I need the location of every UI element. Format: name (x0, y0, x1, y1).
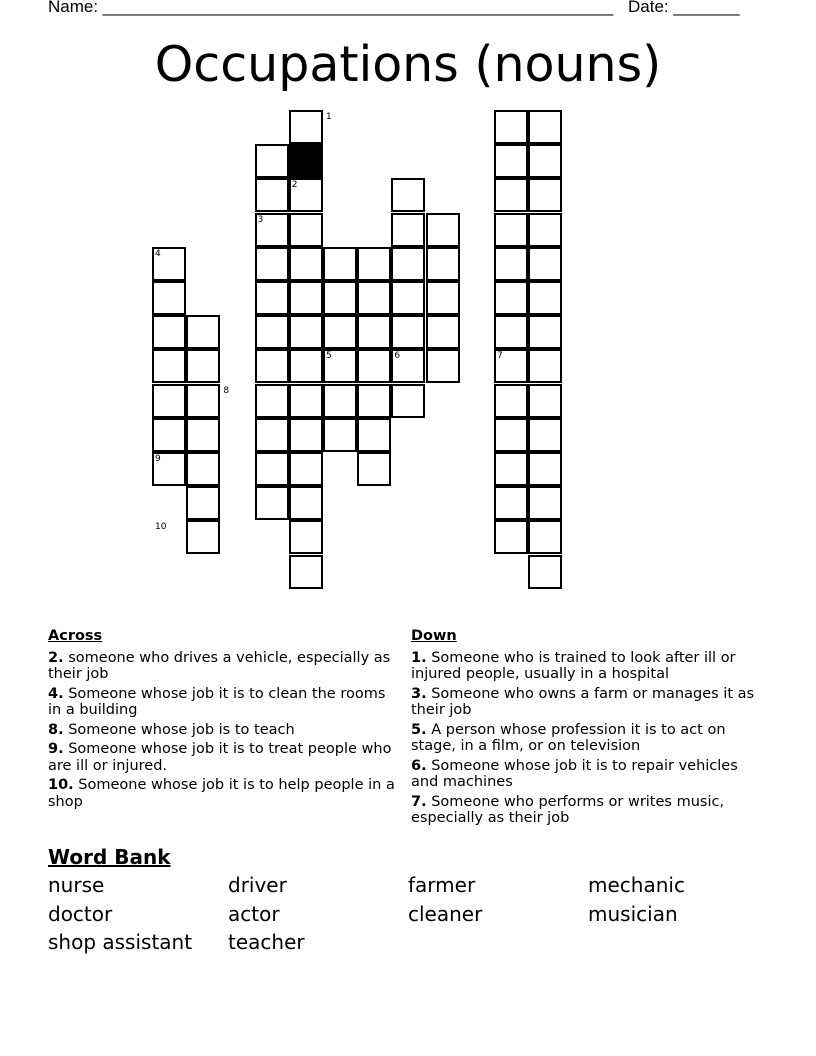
clue-text: Someone who performs or writes music, especially as their job (411, 793, 725, 826)
crossword-cell[interactable] (186, 418, 220, 452)
crossword-cell[interactable] (255, 349, 289, 383)
clue-number-label: 2. (48, 649, 64, 666)
crossword-cell[interactable] (494, 213, 528, 247)
word-bank-word: nurse (48, 873, 105, 897)
crossword-cell[interactable] (391, 247, 425, 281)
clue-text: A person whose profession it is to act on stage, in a film, or on television (411, 721, 726, 754)
clue-number-label: 8. (48, 721, 64, 738)
clue-number: 4 (155, 248, 161, 259)
crossword-cell[interactable] (391, 384, 425, 418)
clue-number-label: 5. (411, 721, 427, 738)
word-bank-word: teacher (228, 930, 305, 954)
crossword-cell[interactable] (528, 520, 562, 554)
crossword-cell[interactable] (152, 281, 186, 315)
crossword-cell[interactable] (289, 452, 323, 486)
clue-number-label: 6. (411, 757, 427, 774)
word-bank-word: shop assistant (48, 930, 193, 954)
crossword-cell[interactable] (186, 486, 220, 520)
clue-number: 2 (291, 180, 298, 191)
crossword-cell[interactable] (528, 452, 562, 486)
clue-number: 5 (326, 351, 332, 362)
crossword-cell[interactable] (289, 384, 323, 418)
down-clue (411, 758, 763, 791)
across-clue (48, 650, 400, 683)
crossword-cell[interactable] (255, 452, 289, 486)
clue-text: Someone who owns a farm or manages it as their job (411, 685, 755, 718)
clue-number-label: 4. (48, 685, 64, 702)
crossword-cell[interactable] (255, 281, 289, 315)
down-clue (411, 686, 763, 719)
crossword-cell[interactable] (152, 315, 186, 349)
word-bank (48, 873, 788, 959)
crossword-cell[interactable] (391, 315, 425, 349)
word-bank-word: cleaner (408, 901, 483, 926)
crossword-cell[interactable] (426, 349, 460, 383)
crossword-cell[interactable] (494, 486, 528, 520)
across-clues (48, 628, 400, 813)
crossword-cell[interactable] (494, 315, 528, 349)
word-bank-word: mechanic (588, 873, 685, 897)
clue-number: 10 (155, 522, 167, 533)
crossword-cell[interactable] (289, 247, 323, 281)
word-bank-word: farmer (408, 873, 476, 897)
name-field: Name: ______________________________________________________ (48, 0, 614, 16)
crossword-cell[interactable] (186, 520, 220, 554)
crossword-cell[interactable] (289, 486, 323, 520)
clue-text: Someone whose job it is to repair vehicles and machines (411, 757, 738, 790)
crossword-cell[interactable] (494, 452, 528, 486)
clue-text: Someone who is trained to look after ill or injured people, usually in a hospital (411, 649, 736, 682)
crossword-cell[interactable] (426, 281, 460, 315)
crossword-cell[interactable] (186, 452, 220, 486)
crossword-cell[interactable] (391, 178, 425, 212)
crossword-cell[interactable] (357, 281, 391, 315)
crossword-cell[interactable] (255, 418, 289, 452)
clue-number: 8 (223, 385, 230, 396)
crossword-cell[interactable] (289, 315, 323, 349)
crossword-cell[interactable] (323, 247, 357, 281)
clue-number-label: 1. (411, 649, 427, 666)
crossword-cell[interactable] (426, 247, 460, 281)
crossword-cell[interactable] (289, 418, 323, 452)
clue-number-label: 3. (411, 685, 427, 702)
across-clue (48, 741, 400, 774)
across-heading: Across (48, 628, 103, 644)
crossword-cell[interactable] (289, 349, 323, 383)
clue-text: Someone whose job is to teach (68, 721, 295, 738)
crossword-cell[interactable] (494, 110, 528, 144)
down-heading: Down (411, 628, 457, 644)
clue-text: Someone whose job it is to treat people who are ill or injured. (48, 741, 392, 774)
crossword-cell[interactable] (255, 384, 289, 418)
crossword-cell[interactable] (528, 486, 562, 520)
crossword-cell[interactable] (289, 281, 323, 315)
across-clue (48, 686, 400, 719)
crossword-cell[interactable] (357, 349, 391, 383)
crossword-cell[interactable] (255, 315, 289, 349)
crossword-cell[interactable] (528, 349, 562, 383)
crossword-cell[interactable] (323, 281, 357, 315)
crossword-cell[interactable] (289, 555, 323, 589)
clue-number: 9 (155, 454, 161, 464)
crossword-cell[interactable] (426, 315, 460, 349)
word-bank-title: Word Bank (48, 845, 171, 869)
clue-text: Someone whose job it is to help people in a shop (48, 777, 395, 810)
word-bank-word: doctor (48, 901, 113, 926)
crossword-cell[interactable] (323, 315, 357, 349)
crossword-cell[interactable] (152, 418, 186, 452)
word-bank-word: driver (228, 873, 287, 897)
crossword-cell[interactable] (528, 384, 562, 418)
crossword-cell[interactable] (494, 384, 528, 418)
crossword-cell[interactable] (289, 520, 323, 554)
crossword-cell[interactable] (186, 315, 220, 349)
crossword-cell[interactable] (186, 384, 220, 418)
word-bank-word: musician (588, 901, 678, 926)
clue-number: 7 (497, 351, 503, 362)
crossword-cell[interactable] (528, 281, 562, 315)
crossword-cell[interactable] (357, 418, 391, 452)
crossword-cell[interactable] (528, 247, 562, 281)
crossword-cell[interactable] (323, 418, 357, 452)
crossword-cell[interactable] (152, 384, 186, 418)
crossword-cell[interactable] (528, 110, 562, 144)
crossword-cell[interactable] (494, 520, 528, 554)
crossword-cell[interactable] (494, 144, 528, 178)
crossword-cell[interactable] (494, 418, 528, 452)
crossword-cell[interactable] (323, 384, 357, 418)
across-clue-list (48, 650, 400, 811)
crossword-cell[interactable] (152, 349, 186, 383)
clue-number-label: 7. (411, 793, 427, 810)
crossword-cell[interactable] (528, 315, 562, 349)
crossword-cell[interactable] (289, 213, 323, 247)
down-clue-list (411, 650, 763, 827)
crossword-cell[interactable] (391, 281, 425, 315)
down-clues (411, 628, 763, 830)
date-field: Date: _______ (628, 0, 740, 16)
word-bank-word: actor (228, 901, 280, 926)
page-title: Occupations (nouns) (154, 36, 662, 93)
crossword-cell[interactable] (494, 281, 528, 315)
crossword-cell[interactable] (357, 247, 391, 281)
crossword-cell[interactable] (255, 178, 289, 212)
down-clue (411, 794, 763, 827)
crossword-cell[interactable] (186, 349, 220, 383)
crossword-cell[interactable] (494, 178, 528, 212)
crossword-cell[interactable] (391, 213, 425, 247)
across-clue (48, 722, 400, 739)
crossword-cell[interactable] (528, 555, 562, 589)
crossword-cell[interactable] (255, 144, 289, 178)
crossword-cell[interactable] (255, 486, 289, 520)
clue-number: 3 (257, 214, 264, 225)
crossword-cell[interactable] (528, 144, 562, 178)
clue-number-label: 9. (48, 741, 64, 757)
down-clue (411, 722, 763, 755)
crossword-cell[interactable] (255, 247, 289, 281)
crossword-cell[interactable] (426, 213, 460, 247)
crossword-cell[interactable] (357, 452, 391, 486)
crossword-cell[interactable] (289, 110, 323, 144)
crossword-cell[interactable] (357, 384, 391, 418)
crossword-cell[interactable] (494, 247, 528, 281)
crossword-cell[interactable] (357, 315, 391, 349)
crossword-cell[interactable] (528, 213, 562, 247)
clue-number-label: 10. (48, 777, 74, 793)
crossword-cell[interactable] (528, 418, 562, 452)
clue-text: someone who drives a vehicle, especially as their job (48, 649, 391, 682)
black-cell (289, 144, 323, 178)
across-clue (48, 777, 400, 810)
down-clue (411, 650, 763, 683)
clue-number: 1 (326, 112, 332, 122)
crossword-cell[interactable] (528, 178, 562, 212)
clue-text: Someone whose job it is to clean the rooms in a building (48, 685, 386, 718)
clue-number: 6 (394, 351, 401, 362)
